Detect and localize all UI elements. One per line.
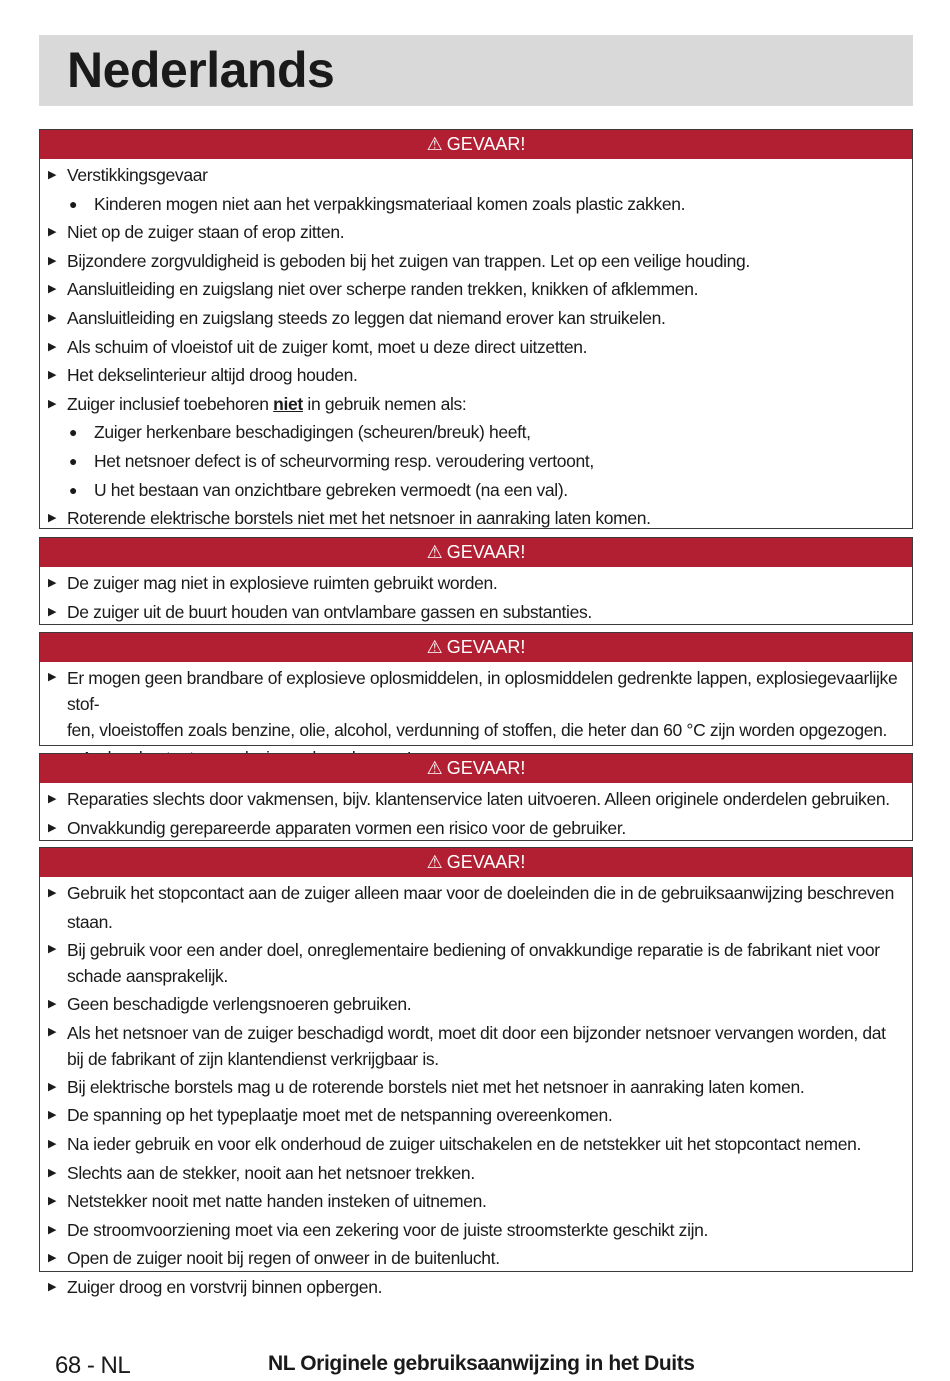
list-item: ▶ Reparaties slechts door vakmensen, bijv. klantenservice laten uitvoeren. Alleen originele onderdelen gebruiken.	[40, 785, 912, 814]
list-item: ▶ Verstikkingsgevaar	[40, 161, 912, 190]
list-item: ▶ Aansluitleiding en zuigslang niet over scherpe randen trekken, knikken of afklemmen.	[40, 275, 912, 304]
footer-title: NL Originele gebruiksaanwijzing in het Duits	[268, 1352, 695, 1375]
list-item: ▶ Geen beschadigde verlengsnoeren gebruiken.	[40, 990, 912, 1019]
danger-label: GEVAAR!	[446, 134, 526, 154]
bullet-arrow-icon: ▶	[48, 1223, 57, 1236]
danger-header	[40, 538, 912, 567]
list-item: ▶ De zuiger uit de buurt houden van ontvlambare gassen en substanties.	[40, 598, 912, 627]
danger-label: GEVAAR!	[446, 852, 526, 872]
list-item: ▶ Na ieder gebruik en voor elk onderhoud de zuiger uitschakelen en de netstekker uit het stopcontact nemen.	[40, 1130, 912, 1159]
list-item: ▶ Bij gebruik voor een ander doel, onreglementaire bediening of onvakkundige reparatie is de fabrikant niet voor schade aansprakelijk.	[40, 936, 912, 990]
list-item: ▶ Aansluitleiding en zuigslang steeds zo leggen dat niemand erover kan struikelen.	[40, 304, 912, 333]
bullet-arrow-icon: ▶	[48, 1025, 57, 1038]
list-item: ▶ Onvakkundig gerepareerde apparaten vormen een risico voor de gebruiker.	[40, 814, 912, 843]
bullet-arrow-icon: ▶	[48, 169, 57, 181]
bullet-arrow-icon: ▶	[48, 512, 57, 525]
danger-box-4	[39, 753, 913, 841]
list-item: ▶ Als schuim of vloeistof uit de zuiger komt, moet u deze direct uitzetten.	[40, 333, 912, 362]
list-item: ▶ Slechts aan de stekker, nooit aan het netsnoer trekken.	[40, 1159, 912, 1188]
bullet-arrow-icon: ▶	[48, 226, 57, 239]
page-title: Nederlands	[67, 42, 335, 98]
list-item: ▶ Als het netsnoer van de zuiger beschadigd wordt, moet dit door een bijzonder netsnoer vervangen worden, dat bij de fabrikant of zijn klantendienst verkrijgbaar is.	[40, 1019, 912, 1073]
bullet-arrow-icon: ▶	[48, 1166, 57, 1179]
bullet-arrow-icon: ▶	[48, 943, 57, 956]
bullet-arrow-icon: ▶	[48, 1109, 57, 1122]
page-title-bar	[39, 35, 913, 106]
bullet-arrow-icon: ▶	[48, 577, 57, 589]
list-item: ▶ Niet op de zuiger staan of erop zitten.	[40, 218, 912, 247]
danger-header	[40, 130, 912, 159]
bullet-arrow-icon: ▶	[48, 793, 57, 805]
warning-triangle-icon: ⚠	[426, 542, 443, 562]
list-item: ▶ Roterende elektrische borstels niet met het netsnoer in aanraking laten komen.	[40, 504, 912, 533]
emphasis-not: niet	[273, 393, 303, 414]
warning-triangle-icon: ⚠	[426, 758, 443, 778]
list-item: ▶ Bij elektrische borstels mag u de roterende borstels niet met het netsnoer in aanraking laten komen.	[40, 1073, 912, 1102]
bullet-arrow-icon: ▶	[48, 821, 57, 834]
bullet-arrow-icon: ▶	[48, 1252, 57, 1265]
list-item: ▶ Zuiger inclusief toebehoren niet in gebruik nemen als:	[40, 390, 912, 419]
page-number: 68 - NL	[55, 1352, 131, 1379]
bullet-arrow-icon: ▶	[48, 1137, 57, 1150]
warning-triangle-icon: ⚠	[426, 852, 443, 872]
bullet-arrow-icon: ▶	[48, 283, 57, 296]
bullet-dot-icon: ●	[69, 481, 78, 498]
sub-list-item: ● Zuiger herkenbare beschadigingen (scheuren/breuk) heeft,	[40, 418, 912, 447]
list-item: ▶ Zuiger droog en vorstvrij binnen opbergen.	[40, 1273, 912, 1302]
danger-box-1	[39, 129, 913, 529]
danger-box-5	[39, 847, 913, 1297]
warning-triangle-icon: ⚠	[426, 134, 443, 154]
bullet-arrow-icon: ▶	[48, 1195, 57, 1208]
danger-label: GEVAAR!	[446, 637, 526, 657]
sub-list-item: ● Het netsnoer defect is of scheurvorming resp. veroudering vertoont,	[40, 447, 912, 476]
warning-triangle-icon: ⚠	[426, 637, 443, 657]
bullet-dot-icon: ●	[69, 195, 78, 212]
bullet-arrow-icon: ▶	[48, 397, 57, 410]
list-item: ▶ Open de zuiger nooit bij regen of onweer in de buitenlucht.	[40, 1244, 912, 1273]
danger-box-2	[39, 537, 913, 625]
list-item: ▶ De stroomvoorziening moet via een zekering voor de juiste stroomsterkte geschikt zijn.	[40, 1216, 912, 1245]
bullet-arrow-icon: ▶	[48, 1080, 57, 1093]
bullet-arrow-icon: ▶	[48, 311, 57, 324]
danger-header	[40, 633, 912, 662]
list-item: ▶ Gebruik het stopcontact aan de zuiger alleen maar voor de doeleinden die in de gebruiksaanwijzing beschreven staan.	[40, 879, 912, 936]
bullet-arrow-icon: ▶	[48, 605, 57, 618]
bullet-dot-icon: ●	[69, 424, 78, 441]
list-item: ▶ Er mogen geen brandbare of explosieve oplosmiddelen, in oplosmiddelen gedrenkte lappen, explosiegevaarlijke stof- fen, vloeistoffen zoals benzine, olie, alcohol, verdunning of stoffen, die heter dan 60 °C zijn worden opgezogen.	[40, 664, 912, 744]
list-item: ▶ De spanning op het typeplaatje moet met de netspanning overeenkomen.	[40, 1101, 912, 1130]
danger-label: GEVAAR!	[446, 542, 526, 562]
danger-header	[40, 848, 912, 877]
bullet-arrow-icon: ▶	[48, 998, 57, 1011]
bullet-dot-icon: ●	[69, 452, 78, 469]
bullet-arrow-icon: ▶	[48, 671, 57, 683]
danger-label: GEVAAR!	[446, 758, 526, 778]
list-item: ▶ Bijzondere zorgvuldigheid is geboden bij het zuigen van trappen. Let op een veilige houding.	[40, 247, 912, 276]
bullet-arrow-icon: ▶	[48, 1280, 57, 1293]
list-item: ▶ Het dekselinterieur altijd droog houden.	[40, 361, 912, 390]
list-item: ▶ Netstekker nooit met natte handen insteken of uitnemen.	[40, 1187, 912, 1216]
bullet-arrow-icon: ▶	[48, 887, 57, 899]
list-item: ▶ De zuiger mag niet in explosieve ruimten gebruikt worden.	[40, 569, 912, 598]
danger-header	[40, 754, 912, 783]
sub-list-item: ● U het bestaan van onzichtbare gebreken vermoedt (na een val).	[40, 476, 912, 505]
bullet-arrow-icon: ▶	[48, 254, 57, 267]
sub-list-item: ● Kinderen mogen niet aan het verpakkingsmateriaal komen zoals plastic zakken.	[40, 190, 912, 219]
danger-box-3	[39, 632, 913, 746]
bullet-arrow-icon: ▶	[48, 369, 57, 382]
bullet-arrow-icon: ▶	[48, 340, 57, 353]
